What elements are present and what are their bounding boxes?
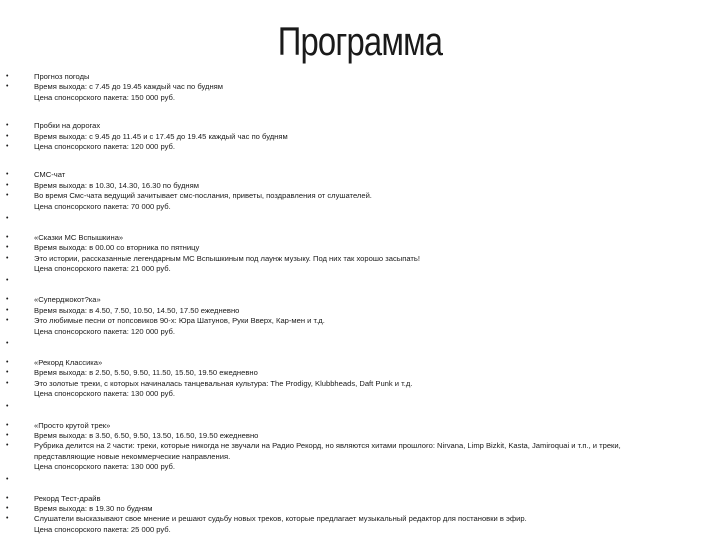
bullet-icon: • <box>6 233 9 241</box>
program-item-line <box>6 264 712 274</box>
program-item-text: «Сказки МС Вспышкина» <box>34 232 124 242</box>
bullet-icon: • <box>6 73 9 80</box>
program-item-line <box>6 327 712 337</box>
program-item-line <box>6 504 712 514</box>
program-item-title <box>6 494 712 504</box>
program-item-line <box>6 243 712 253</box>
empty-bullet-row <box>6 337 712 350</box>
program-item-text: Время выхода: в 10.30, 14.30, 16.30 по будням <box>34 180 199 190</box>
program-item-line <box>6 254 712 264</box>
bullet-icon: • <box>6 254 9 262</box>
program-item <box>6 494 712 536</box>
program-item-text: Время выхода: в 00.00 со вторника по пятницу <box>34 243 200 253</box>
bullet-icon: • <box>6 214 9 222</box>
bullet-icon: • <box>6 369 9 377</box>
program-item-text: Цена спонсорского пакета: 21 000 руб. <box>34 264 171 274</box>
program-item-line <box>6 462 712 472</box>
spacer <box>6 152 712 170</box>
bullet-icon: • <box>6 379 9 387</box>
spacer <box>6 103 712 121</box>
program-item-line <box>6 316 712 326</box>
program-item-text: Цена спонсорского пакета: 150 000 руб. <box>34 92 175 102</box>
program-item-title <box>6 233 712 243</box>
program-item-text: Это золотые треки, с которых начиналась танцевальная культура: The Prodigy, Klubbheads, Daft Punk и т.д. <box>34 378 413 388</box>
program-item <box>6 121 712 152</box>
program-item-text: Время выхода: в 4.50, 7.50, 10.50, 14.50, 17.50 ежедневно <box>34 305 240 315</box>
spacer <box>6 287 712 295</box>
program-item-line <box>6 441 712 462</box>
program-item <box>6 233 712 275</box>
program-item-text: Время выхода: с 9.45 до 11.45 и с 17.45 до 19.45 каждый час по будням <box>34 131 288 141</box>
bullet-icon: • <box>6 442 9 450</box>
program-item-text: Пробки на дорогах <box>34 121 101 131</box>
program-item-text: Время выхода: в 19.30 по будням <box>34 503 153 513</box>
bullet-icon: • <box>6 504 9 512</box>
program-item <box>6 170 712 212</box>
program-item-title <box>6 72 712 82</box>
program-item-line <box>6 389 712 399</box>
program-item <box>6 421 712 473</box>
program-item <box>6 358 712 400</box>
program-item-text: Прогноз погоды <box>34 72 90 81</box>
program-item-line <box>6 181 712 191</box>
program-item-text: «Суперджокот?ка» <box>34 295 101 305</box>
program-item-line <box>6 379 712 389</box>
spacer <box>6 486 712 494</box>
bullet-icon: • <box>6 431 9 439</box>
program-item-line <box>6 368 712 378</box>
program-item-line <box>6 514 712 524</box>
bullet-icon: • <box>6 83 9 91</box>
bullet-icon: • <box>6 296 9 304</box>
program-item-text: Это истории, рассказанные легендарным МС Вспышкиным под лаунж музыку. Под них так хорошо засыпать! <box>34 253 420 263</box>
bullet-icon: • <box>6 171 9 179</box>
program-item-text: СМС-чат <box>34 170 66 180</box>
bullet-icon: • <box>6 340 9 348</box>
program-item-text: Время выхода: в 2.50, 5.50, 9.50, 11.50, 15.50, 19.50 ежедневно <box>34 368 258 378</box>
program-item-text: Цена спонсорского пакета: 120 000 руб. <box>34 141 175 151</box>
program-item-text: Время выхода: в 3.50, 6.50, 9.50, 13.50, 16.50, 19.50 ежедневно <box>34 430 259 440</box>
program-item <box>6 72 712 103</box>
program-item-text: Слушатели высказывают свое мнение и решают судьбу новых треков, которые предлагает музыкальный редактор для постановки в эфир. <box>34 514 527 524</box>
program-item-line <box>6 202 712 212</box>
empty-bullet-row <box>6 274 712 287</box>
spacer <box>6 413 712 421</box>
bullet-icon: • <box>6 142 9 150</box>
bullet-icon: • <box>6 122 9 130</box>
program-item-line <box>6 191 712 201</box>
program-item-text: Цена спонсорского пакета: 25 000 руб. <box>34 524 171 534</box>
program-item-text: Цена спонсорского пакета: 130 000 руб. <box>34 389 175 399</box>
program-item-text: «Рекорд Классика» <box>34 358 103 368</box>
program-item-title <box>6 121 712 131</box>
bullet-icon: • <box>6 475 9 483</box>
bullet-icon: • <box>6 181 9 189</box>
bullet-icon: • <box>6 421 9 429</box>
program-item-title <box>6 421 712 431</box>
program-item-text: Цена спонсорского пакета: 70 000 руб. <box>34 201 171 211</box>
program-item-text: Это любимые песни от попсовиков 90-х: Юра Шатунов, Руки Вверх, Кар-мен и т.д. <box>34 316 325 326</box>
program-item-line <box>6 142 712 152</box>
page-title: Программа <box>277 20 443 64</box>
bullet-icon: • <box>6 306 9 314</box>
program-item-text: Во время Смс-чата ведущий зачитывает смс-послания, приветы, поздравления от слушателей. <box>34 191 372 201</box>
bullet-icon: • <box>6 515 9 523</box>
bullet-icon: • <box>6 192 9 200</box>
program-item <box>6 295 712 337</box>
program-item-line <box>6 431 712 441</box>
program-item-line <box>6 82 712 92</box>
program-item-text: Рекорд Тест-драйв <box>34 493 101 503</box>
bullet-icon: • <box>6 494 9 502</box>
empty-bullet-row <box>6 212 712 225</box>
bullet-icon: • <box>6 402 9 410</box>
bullet-icon: • <box>6 277 9 285</box>
bullet-icon: • <box>6 132 9 140</box>
program-item-text: Цена спонсорского пакета: 120 000 руб. <box>34 326 175 336</box>
program-item-text: Цена спонсорского пакета: 130 000 руб. <box>34 462 175 472</box>
bullet-icon: • <box>6 359 9 367</box>
bullet-icon: • <box>6 317 9 325</box>
program-item-line <box>6 525 712 535</box>
program-list <box>6 72 712 535</box>
empty-bullet-row <box>6 400 712 413</box>
program-item-text: «Просто крутой трек» <box>34 420 111 430</box>
program-item-title <box>6 295 712 305</box>
program-item-title <box>6 358 712 368</box>
program-item-line <box>6 93 712 103</box>
spacer <box>6 350 712 358</box>
spacer <box>6 225 712 233</box>
program-item-text: Рубрика делится на 2 части: треки, которые никогда не звучали на Радио Рекорд, но являются хитами прошлого: Nirvana, Limp Bizkit, Kasta, Jamiroquai и т.п., и треки, представляющие новые некоммерческие направления. <box>34 441 621 461</box>
program-item-text: Время выхода: с 7.45 до 19.45 каждый час по будням <box>34 82 224 92</box>
bullet-icon: • <box>6 244 9 252</box>
empty-bullet-row <box>6 473 712 486</box>
program-item-line <box>6 132 712 142</box>
program-item-line <box>6 306 712 316</box>
program-item-title <box>6 170 712 180</box>
